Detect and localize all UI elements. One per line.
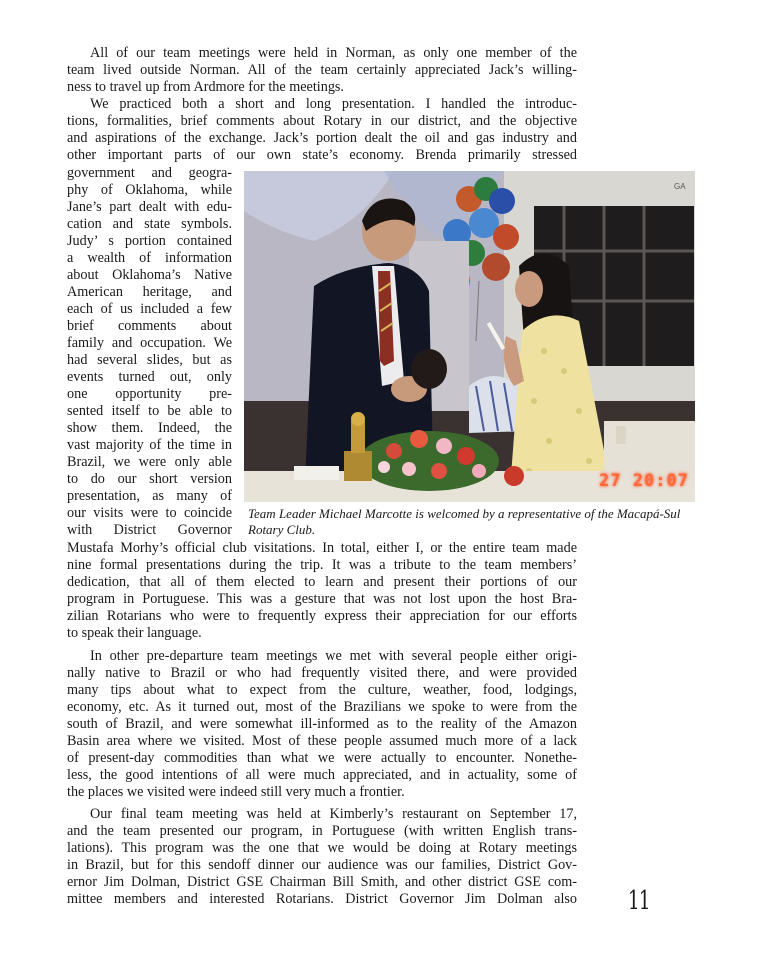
text-line: nine formal presentations during the trip. It was a tribute to the team members’ [67,557,577,573]
text-line: All of our team meetings were held in Norman, as only one member of the [90,45,577,61]
text-line: government and geogra- [67,165,232,181]
text-line: nally native to Brazil or who had frequently visited there, and were provided [67,665,577,681]
text-line: other important parts of our own state’s economy. Brenda primarily stressed [67,147,577,163]
text-line: had several slides, but as [67,352,232,368]
text-line: In other pre-departure team meetings we met with several people either origi- [90,648,577,664]
text-line: We practiced both a short and long presentation. I handled the introduc- [90,96,577,112]
text-line: south of Brazil, and were somewhat ill-informed as to the reality of the Amazon [67,716,577,732]
text-line: each of us included a few [67,301,232,317]
text-line: Basin area where we visited. Most of these people assumed much more of a lack [67,733,577,749]
text-line: Our final team meeting was held at Kimberly’s restaurant on September 17, [90,806,577,822]
text-line: American heritage, and [67,284,232,300]
text-line: less, the good intentions of all were much appreciated, and in actuality, some of [67,767,577,783]
date-stamp: 27 20:07 [599,471,689,491]
text-line: Judy’ s portion contained [67,233,232,249]
text-line: one opportunity pre- [67,386,232,402]
page-number: 11 [628,886,650,916]
text-line: dedication, that all of them elected to learn and present their portions of our [67,574,577,590]
text-line: Jane’s part dealt with edu- [67,199,232,215]
text-line: lations). This program was the one that we would be doing at Rotary meetings [67,840,577,856]
text-line: program in Portuguese. This was a gesture that was not lost upon the host Bra- [67,591,577,607]
event-photo [244,171,695,502]
text-line: zilian Rotarians who were to frequently express their appreciation for our efforts [67,608,577,624]
text-line: ernor Jim Dolman, District GSE Chairman Bill Smith, and other district GSE com- [67,874,577,890]
text-line: tions, formalities, brief comments about Rotary in our district, and the objective [67,113,577,129]
text-line: brief comments about [67,318,232,334]
text-line: and the team presented our program, in Portuguese (with written English trans- [67,823,577,839]
text-line: mittee members and interested Rotarians. District Governor Jim Dolman also [67,891,577,907]
text-line: family and occupation. We [67,335,232,351]
text-line: a wealth of information [67,250,232,266]
text-line: events turned out, only [67,369,232,385]
text-line: many tips about what to expect from the culture, weather, food, lodgings, [67,682,577,698]
text-line: Brazil, we were only able [67,454,232,470]
caption-line: Rotary Club. [248,522,316,537]
text-line: about Oklahoma’s Native [67,267,232,283]
text-line: phy of Oklahoma, while [67,182,232,198]
text-line: with District Governor [67,522,232,538]
wall-sign-text: GA [674,182,686,191]
text-line: of present-day commodities than what we were actually to encounter. Nonethe- [67,750,577,766]
text-line: in Brazil, but for this sendoff dinner our audience was our families, District Gov- [67,857,577,873]
text-line: team lived outside Norman. All of the team certainly appreciated Jack’s willing- [67,62,577,78]
text-line: Mustafa Morhy’s official club visitations. In total, either I, or the entire team made [67,540,577,556]
text-line: sented itself to be able to [67,403,232,419]
text-line: vast majority of the time in [67,437,232,453]
text-line: presentation, as many of [67,488,232,504]
text-line: cation and state symbols. [67,216,232,232]
text-line: economy, etc. As it turned out, most of the Brazilians we spoke to were from the [67,699,577,715]
text-line: ness to travel up from Ardmore for the meetings. [67,79,344,95]
caption-line: Team Leader Michael Marcotte is welcomed by a representative of the Macapá-Sul [248,506,681,521]
text-line: the places we visited were indeed still very much a frontier. [67,784,405,800]
photo-illustration [244,171,695,502]
text-line: our visits were to coincide [67,505,232,521]
text-line: show them. Indeed, the [67,420,232,436]
text-line: to do our short version [67,471,232,487]
photo-caption [248,506,698,538]
text-line: and aspirations of the exchange. Jack’s portion dealt the oil and gas industry and [67,130,577,146]
text-line: to speak their language. [67,625,202,641]
